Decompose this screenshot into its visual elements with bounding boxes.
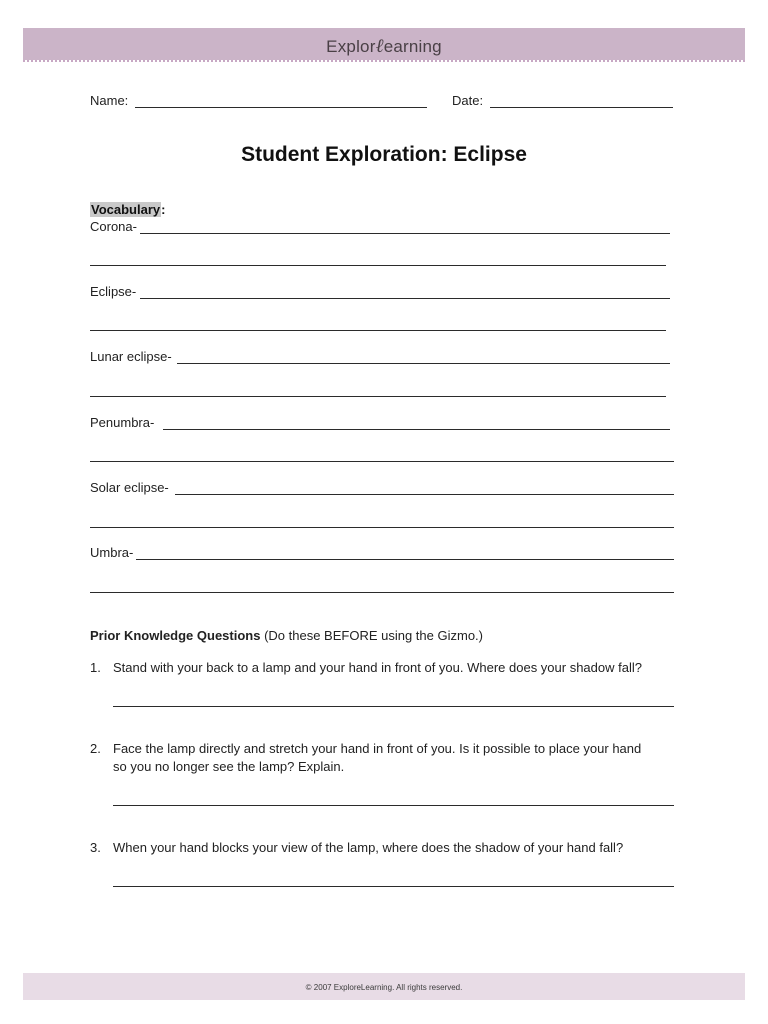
vocab-answer-line[interactable] <box>90 527 674 528</box>
name-label: Name: <box>90 93 129 108</box>
vocab-term-penumbra: Penumbra- <box>90 415 155 430</box>
vocab-answer-line[interactable] <box>90 461 674 462</box>
vocab-term-corona: Corona- <box>90 219 137 234</box>
name-field[interactable] <box>135 107 427 108</box>
date-label: Date: <box>452 93 484 108</box>
vocab-term-solar-eclipse: Solar eclipse- <box>90 480 169 495</box>
date-field[interactable] <box>490 107 673 108</box>
logo-prefix: Explor <box>326 37 376 56</box>
page-title: Student Exploration: Eclipse <box>241 143 527 166</box>
prior-knowledge-title: Prior Knowledge Questions <box>90 628 261 643</box>
vocab-term-umbra: Umbra- <box>90 545 134 560</box>
explorelearning-logo <box>0 35 768 58</box>
vocab-answer-line[interactable] <box>90 330 666 331</box>
question-2-text: Face the lamp directly and stretch your hand in front of you. Is it possible to place your hand <box>113 741 642 756</box>
vocab-term-eclipse: Eclipse- <box>90 284 137 299</box>
vocab-term-lunar-eclipse: Lunar eclipse- <box>90 349 172 364</box>
question-2-text-cont: so you no longer see the lamp? Explain. <box>113 759 345 774</box>
question-1-text: Stand with your back to a lamp and your hand in front of you. Where does your shadow fall? <box>113 660 642 675</box>
logo-glyph: ℓ <box>375 35 384 57</box>
vocab-answer-line[interactable] <box>175 494 674 495</box>
vocab-answer-line[interactable] <box>177 363 670 364</box>
copyright-notice: © 2007 ExploreLearning. All rights reserved. <box>305 983 463 992</box>
vocabulary-heading <box>90 202 165 217</box>
vocab-answer-line[interactable] <box>140 298 670 299</box>
question-number: 2. <box>90 741 101 756</box>
vocab-answer-line[interactable] <box>140 233 670 234</box>
prior-knowledge-heading <box>90 628 483 643</box>
vocab-answer-line[interactable] <box>90 265 666 266</box>
header-dotted-divider <box>23 60 745 62</box>
logo-suffix: earning <box>383 37 442 56</box>
vocab-answer-line[interactable] <box>163 429 670 430</box>
question-number: 3. <box>90 840 101 855</box>
vocab-answer-line[interactable] <box>136 559 674 560</box>
question-3-text: When your hand blocks your view of the lamp, where does the shadow of your hand fall? <box>113 840 624 855</box>
prior-knowledge-note: (Do these BEFORE using the Gizmo.) <box>260 628 483 643</box>
question-3-answer-line[interactable] <box>113 886 674 887</box>
question-number: 1. <box>90 660 101 675</box>
vocabulary-heading-text: Vocabulary <box>91 202 161 217</box>
vocabulary-heading-colon: : <box>161 202 166 217</box>
question-1-answer-line[interactable] <box>113 706 674 707</box>
question-2-answer-line[interactable] <box>113 805 674 806</box>
vocab-answer-line[interactable] <box>90 396 666 397</box>
vocab-answer-line[interactable] <box>90 592 674 593</box>
